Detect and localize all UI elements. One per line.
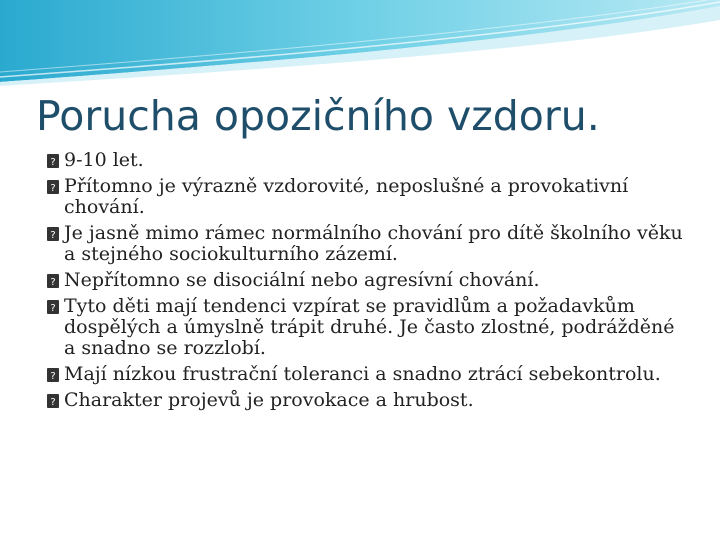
- svg-text:?: ?: [50, 397, 56, 408]
- missing-glyph-icon: [46, 179, 60, 195]
- missing-glyph-icon: [46, 153, 60, 169]
- bullet-text: Tyto děti mají tendenci vzpírat se pravidlům a požadavkům dospělých a úmyslně trápit druhé. Je často zlostné, podrážděné a snadno se rozzlobí.: [64, 295, 675, 359]
- missing-glyph-icon: [46, 226, 60, 242]
- svg-text:?: ?: [50, 303, 56, 314]
- bullet-list: [46, 150, 686, 416]
- svg-text:?: ?: [50, 277, 56, 288]
- bullet-item: [46, 270, 686, 291]
- bullet-item: [46, 364, 686, 385]
- missing-glyph-icon: [46, 273, 60, 289]
- missing-glyph-icon: [46, 393, 60, 409]
- header-wave-decoration: [0, 0, 720, 90]
- slide-title: Porucha opozičního vzdoru.: [36, 92, 600, 140]
- svg-text:?: ?: [50, 157, 56, 168]
- missing-glyph-icon: [46, 299, 60, 315]
- bullet-text: Nepřítomno se disociální nebo agresívní chování.: [64, 269, 540, 291]
- svg-text:?: ?: [50, 183, 56, 194]
- svg-text:?: ?: [50, 230, 56, 241]
- bullet-item: [46, 150, 686, 171]
- bullet-item: [46, 296, 686, 359]
- bullet-text: 9-10 let.: [64, 149, 144, 171]
- bullet-text: Je jasně mimo rámec normálního chování pro dítě školního věku a stejného sociokulturního zázemí.: [64, 222, 683, 265]
- bullet-item: [46, 176, 686, 218]
- bullet-text: Přítomno je výrazně vzdorovité, neposlušné a provokativní chování.: [64, 175, 629, 218]
- bullet-item: [46, 223, 686, 265]
- svg-text:?: ?: [50, 371, 56, 382]
- bullet-text: Mají nízkou frustrační toleranci a snadno ztrácí sebekontrolu.: [64, 363, 661, 385]
- bullet-item: [46, 390, 686, 411]
- bullet-text: Charakter projevů je provokace a hrubost.: [64, 389, 474, 411]
- missing-glyph-icon: [46, 367, 60, 383]
